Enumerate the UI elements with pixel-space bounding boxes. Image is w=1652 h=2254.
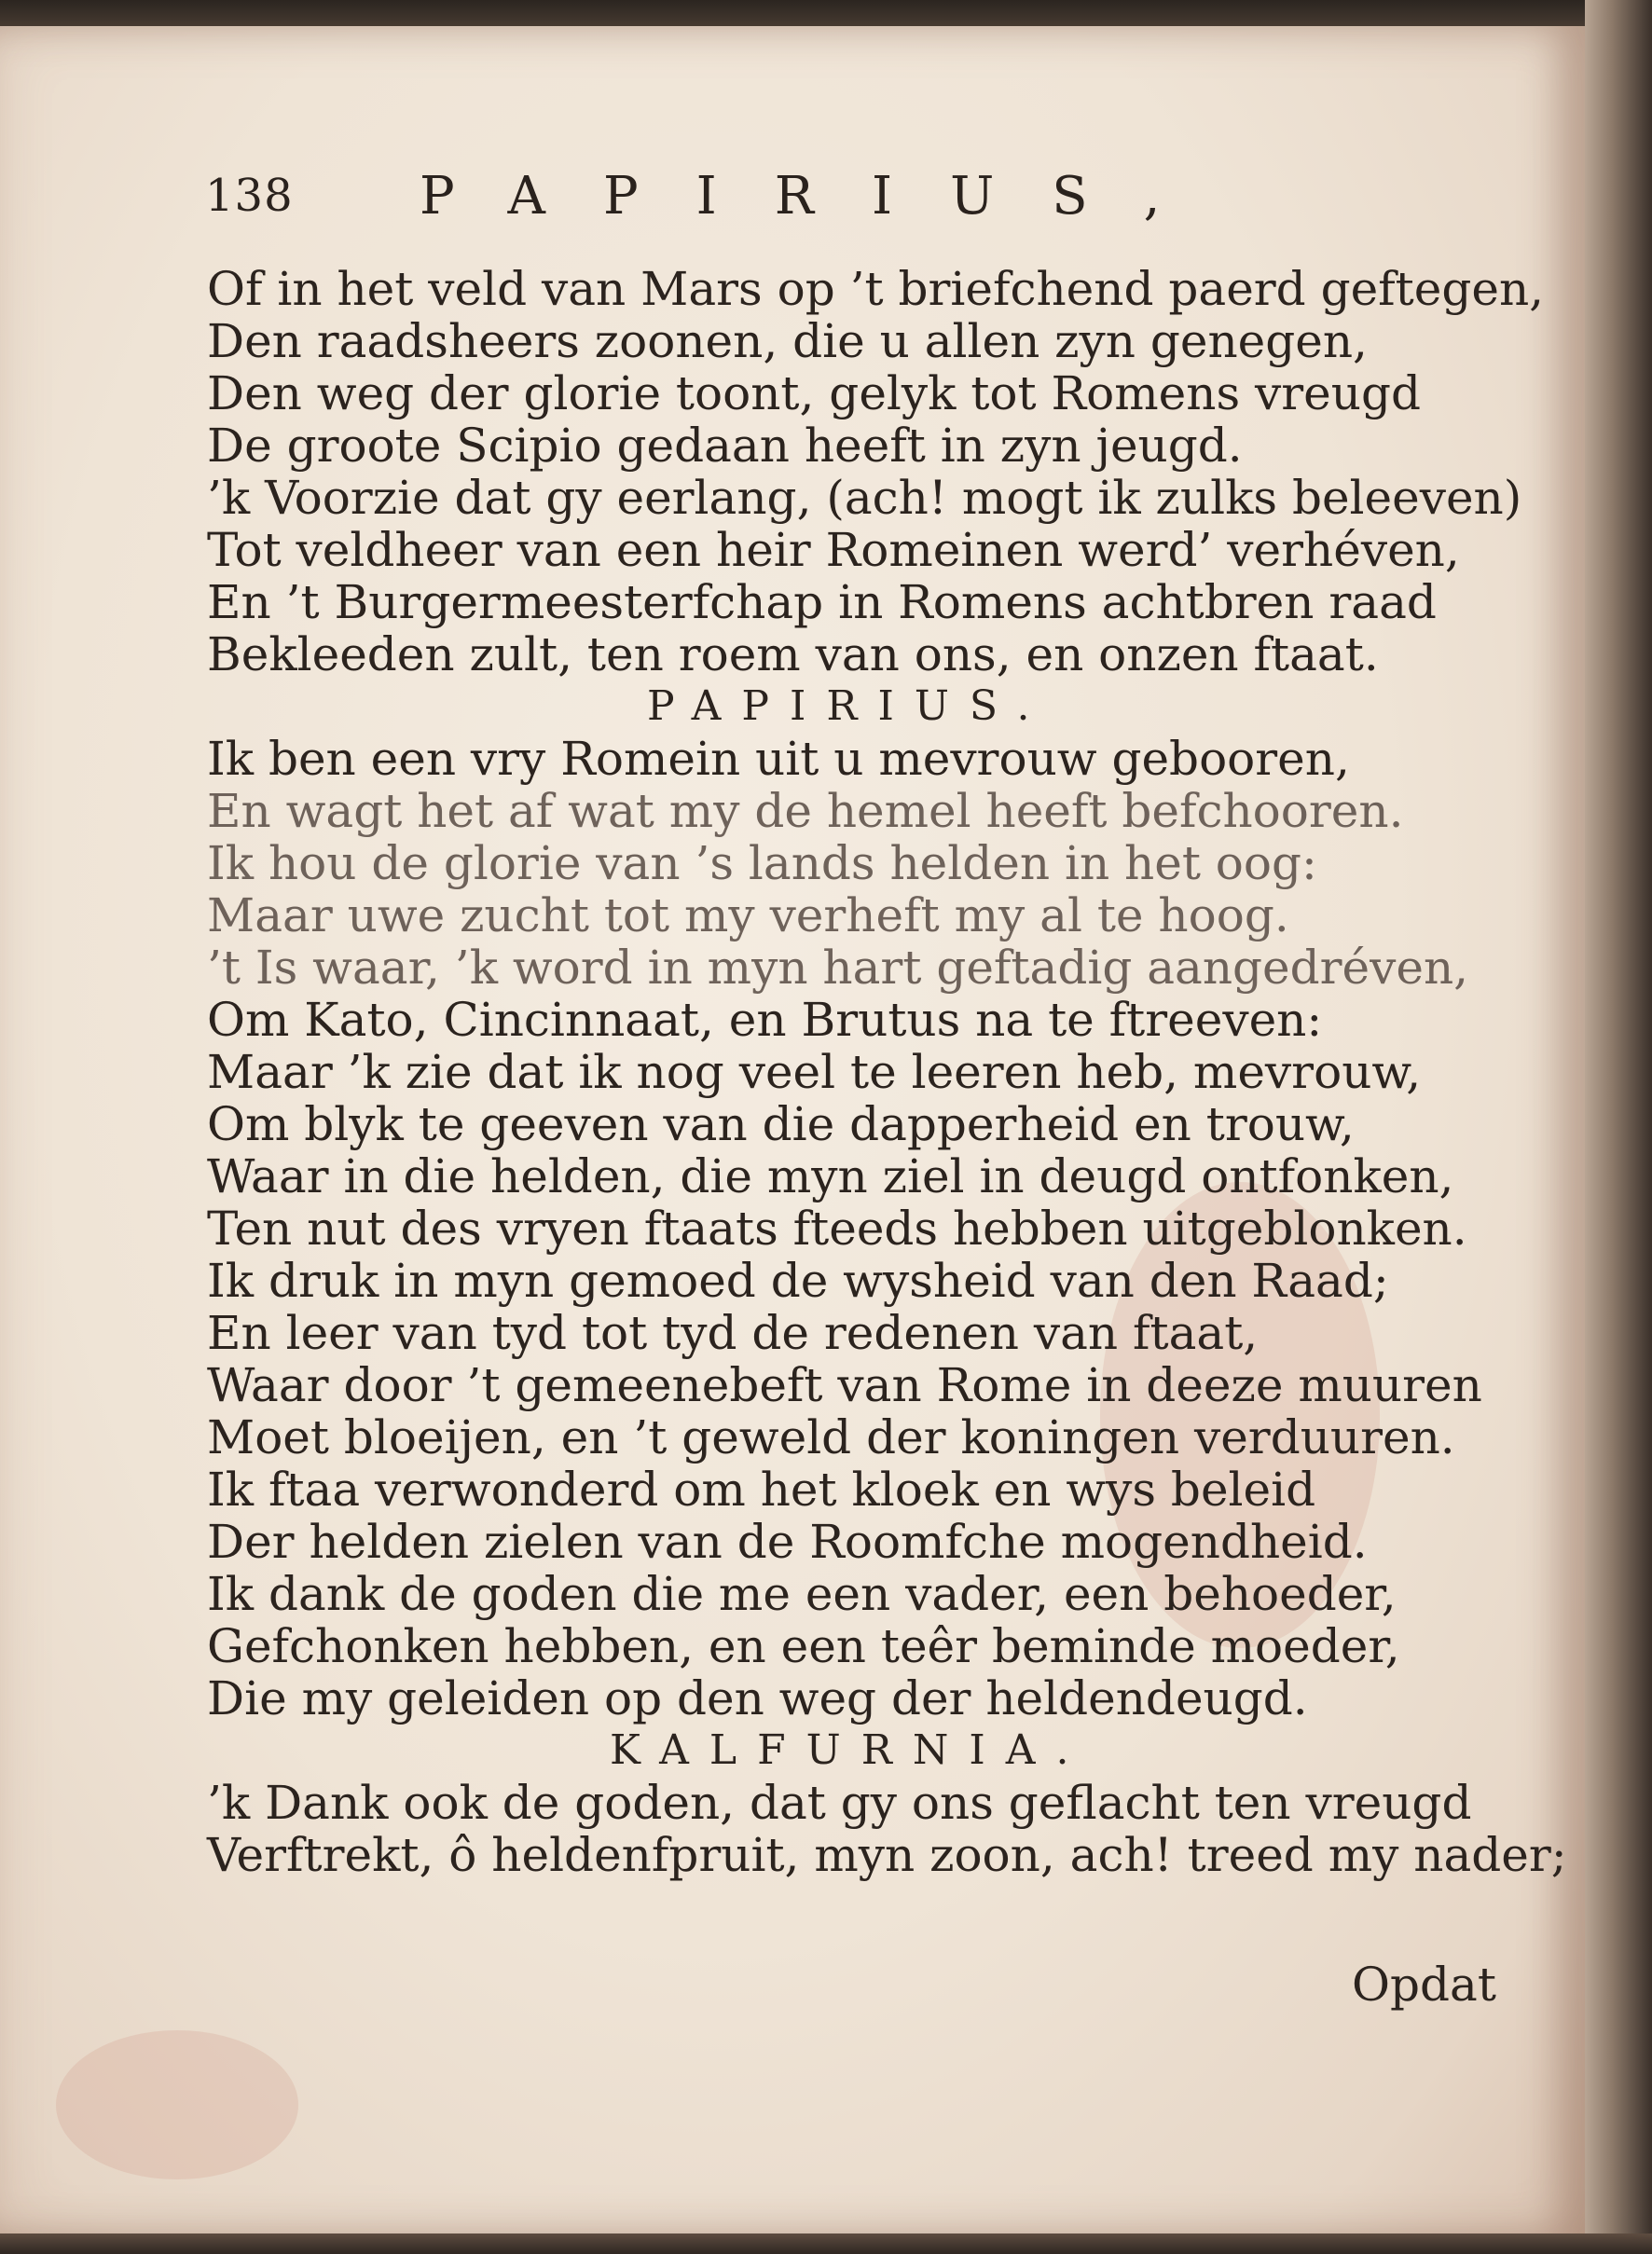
verse-line: De groote Scipio gedaan heeft in zyn jeugd.: [207, 419, 1243, 473]
verse-line: Gefchonken hebben, en een teêr beminde moeder,: [207, 1619, 1400, 1673]
verse-line: Waar door ’t gemeenebeft van Rome in deeze muuren: [207, 1358, 1482, 1412]
verse-line: Den weg der glorie toont, gelyk tot Romens vreugd: [207, 366, 1421, 420]
verse-line: Om Kato, Cincinnaat, en Brutus na te ftreeven:: [207, 993, 1323, 1047]
verse-line: Waar in die helden, die myn ziel in deugd ontfonken,: [207, 1149, 1454, 1203]
verse-line: Ik hou de glorie van ’s lands helden in het oog:: [207, 836, 1317, 890]
stain: [56, 2030, 298, 2179]
book-gutter-shadow: [1585, 0, 1652, 2254]
book-bottom-edge: [0, 2233, 1652, 2254]
verse-line: Bekleeden zult, ten roem van ons, en onzen ftaat.: [207, 627, 1379, 681]
verse-line: Ten nut des vryen ftaats fteeds hebben uitgeblonken.: [207, 1202, 1467, 1256]
verse-line: En leer van tyd tot tyd de redenen van ftaat,: [207, 1306, 1259, 1360]
verse-line: Of in het veld van Mars op ’t briefchend paerd geftegen,: [207, 262, 1545, 316]
running-title: PAPIRIUS,: [420, 166, 1218, 227]
verse-line: ’k Dank ook de goden, dat gy ons geflacht ten vreugd: [207, 1776, 1472, 1830]
verse-line: Der helden zielen van de Roomfche mogendheid.: [207, 1515, 1368, 1569]
page-header: [205, 166, 1268, 231]
catchword: Opdat: [1352, 1958, 1496, 2012]
page-number: 138: [205, 170, 294, 222]
verse-line: En wagt het af wat my de hemel heeft befchooren.: [207, 784, 1404, 838]
verse-line: En ’t Burgermeesterfchap in Romens achtbren raad: [207, 575, 1437, 629]
verse-line: Ik ftaa verwonderd om het kloek en wys beleid: [207, 1463, 1316, 1517]
verse-line: Maar uwe zucht tot my verheft my al te hoog.: [207, 888, 1289, 942]
verse-line: ’t Is waar, ’k word in myn hart geftadig aangedréven,: [207, 941, 1469, 995]
verse-line: Ik ben een vry Romein uit u mevrouw gebooren,: [207, 732, 1350, 786]
speaker-heading: KALFURNIA.: [610, 1726, 1090, 1774]
verse-text: [207, 262, 1567, 1882]
verse-line: Verftrekt, ô heldenfpruit, myn zoon, ach! treed my nader;: [207, 1828, 1567, 1882]
verse-line: Moet bloeijen, en ’t geweld der koningen verduuren.: [207, 1410, 1455, 1464]
verse-line: Ik druk in myn gemoed de wysheid van den Raad;: [207, 1254, 1389, 1308]
speaker-heading: PAPIRIUS.: [647, 682, 1051, 730]
verse-line: ’k Voorzie dat gy eerlang, (ach! mogt ik zulks beleeven): [207, 471, 1522, 525]
verse-line: Ik dank de goden die me een vader, een behoeder,: [207, 1567, 1397, 1621]
verse-line: Om blyk te geeven van die dapperheid en trouw,: [207, 1097, 1355, 1151]
verse-line: Die my geleiden op den weg der heldendeugd.: [207, 1671, 1308, 1725]
verse-line: Maar ’k zie dat ik nog veel te leeren heb, mevrouw,: [207, 1045, 1422, 1099]
verse-line: Den raadsheers zoonen, die u allen zyn genegen,: [207, 314, 1368, 368]
verse-line: Tot veldheer van een heir Romeinen werd’ verhéven,: [207, 523, 1460, 577]
